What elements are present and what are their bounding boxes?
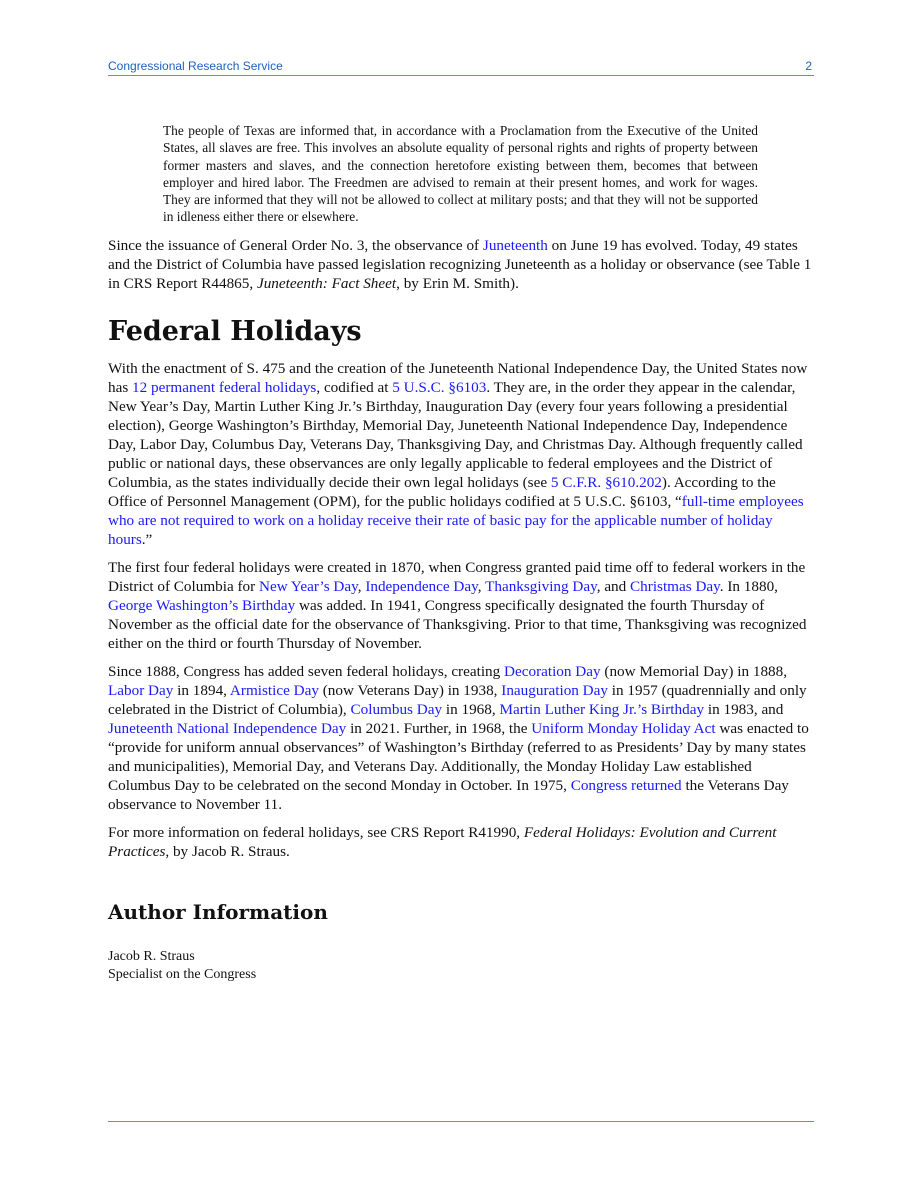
text: was added. In 1941, Congress specifically designated the fourth Thursday of November as the official date for the observance of Thanksgiving. Prior to that time, Thanksgiving was recognized either on the third or fourth Thursday of November. bbox=[108, 596, 807, 652]
author-name: Jacob R. Straus bbox=[108, 948, 195, 964]
footer-rule bbox=[108, 1121, 814, 1122]
link-armistice-day[interactable]: Armistice Day bbox=[229, 681, 319, 699]
text: , codified at bbox=[316, 378, 393, 396]
link-columbus-day[interactable]: Columbus Day bbox=[350, 700, 443, 718]
text: on June 19 has evolved. Today, 49 states and the District of Columbia have passed legislation recognizing Juneteenth as a holiday or observance (see Table 1 in CRS Report R44865, bbox=[108, 236, 812, 292]
author-title: Specialist on the Congress bbox=[108, 966, 257, 982]
text: ). According to the Office of Personnel Management (OPM), for the public holidays codified at 5 U.S.C. §6103, “ bbox=[108, 473, 776, 510]
link-independence-day[interactable]: Independence Day bbox=[365, 577, 478, 595]
text: in 1968, bbox=[442, 700, 500, 718]
text: in 1894, bbox=[173, 681, 230, 699]
text: Since the issuance of General Order No. 3, the observance of bbox=[108, 236, 483, 254]
link-5-cfr-610202[interactable]: 5 C.F.R. §610.202 bbox=[550, 473, 662, 491]
text: With the enactment of S. 475 and the creation of the Juneteenth National Independence Day, the United States now has bbox=[108, 359, 808, 396]
link-uniform-monday-holiday-act[interactable]: Uniform Monday Holiday Act bbox=[531, 719, 716, 737]
link-thanksgiving-day[interactable]: Thanksgiving Day bbox=[485, 577, 597, 595]
text: .” bbox=[141, 530, 153, 548]
text: , bbox=[357, 577, 366, 595]
link-juneteenth[interactable]: Juneteenth bbox=[482, 236, 548, 254]
link-12-permanent-holidays[interactable]: 12 permanent federal holidays bbox=[132, 378, 317, 396]
running-header bbox=[108, 58, 814, 76]
paragraph-juneteenth-observance bbox=[108, 236, 814, 293]
link-congress-returned[interactable]: Congress returned bbox=[570, 776, 682, 794]
document-body bbox=[108, 122, 814, 984]
text: , and bbox=[596, 577, 631, 595]
text: was enacted to “provide for uniform annual observances” of Washington’s Birthday (referred to as Presidents’ Day by many states and municipalities), Memorial Day, and Veterans Day. Additionally, the Monday Holiday Law established Columbus Day to be celebrated on the second Monday in October. In 1975, bbox=[108, 719, 809, 794]
text: , by Jacob R. Straus. bbox=[165, 842, 290, 860]
link-inauguration-day[interactable]: Inauguration Day bbox=[501, 681, 608, 699]
text: , by Erin M. Smith). bbox=[396, 274, 519, 292]
paragraph-more-information bbox=[108, 823, 814, 861]
report-title: Juneteenth: Fact Sheet bbox=[256, 274, 397, 292]
report-title: Federal Holidays: Evolution and Current Practices bbox=[108, 823, 777, 860]
link-washingtons-birthday[interactable]: George Washington’s Birthday bbox=[108, 596, 296, 614]
paragraph-first-four-holidays bbox=[108, 558, 814, 653]
link-labor-day[interactable]: Labor Day bbox=[108, 681, 174, 699]
text: For more information on federal holidays, see CRS Report R41990, bbox=[108, 823, 524, 841]
link-opm-holiday-pay[interactable]: full-time employees who are not required to work on a holiday receive their rate of basic pay for the applicable number of holiday hours bbox=[108, 492, 804, 548]
link-5-usc-6103[interactable]: 5 U.S.C. §6103 bbox=[392, 378, 487, 396]
link-new-years-day[interactable]: New Year’s Day bbox=[259, 577, 358, 595]
text: . They are, in the order they appear in the calendar, New Year’s Day, Martin Luther King Jr.’s Birthday, Inauguration Day (every four years following a presidential election), George Washington’s Birthday, Memorial Day, Juneteenth National Independence Day, Independence Day, Labor Day, Columbus Day, Veterans Day, Thanksgiving Day, and Christmas Day. Although frequently called public or national days, these observances are only legally applicable to federal employees and the District of Columbia, as the states individually decide their own legal holidays (see bbox=[108, 378, 803, 491]
link-mlk-birthday[interactable]: Martin Luther King Jr.’s Birthday bbox=[499, 700, 705, 718]
text: , bbox=[477, 577, 486, 595]
text: in 2021. Further, in 1968, the bbox=[346, 719, 532, 737]
link-juneteenth-national-independence-day[interactable]: Juneteenth National Independence Day bbox=[108, 719, 347, 737]
header-org: Congressional Research Service bbox=[108, 59, 283, 73]
author-information-heading: Author Information bbox=[108, 899, 328, 924]
text: Since 1888, Congress has added seven federal holidays, creating bbox=[108, 662, 505, 680]
link-decoration-day[interactable]: Decoration Day bbox=[504, 662, 601, 680]
paragraph-added-holidays bbox=[108, 662, 814, 814]
section-heading-federal-holidays: Federal Holidays bbox=[108, 315, 362, 347]
text: (now Veterans Day) in 1938, bbox=[318, 681, 502, 699]
text: The first four federal holidays were created in 1870, when Congress granted paid time off to federal workers in the District of Columbia for bbox=[108, 558, 806, 595]
text: (now Memorial Day) in 1888, bbox=[600, 662, 788, 680]
text: . In 1880, bbox=[719, 577, 778, 595]
text: in 1983, and bbox=[704, 700, 784, 718]
text: in 1957 (quadrennially and only celebrated in the District of Columbia), bbox=[108, 681, 807, 718]
text: the Veterans Day observance to November 11. bbox=[108, 776, 789, 813]
page-number: 2 bbox=[805, 59, 812, 73]
block-quote: The people of Texas are informed that, in accordance with a Proclamation from the Executive of the United States, all slaves are free. This involves an absolute equality of personal rights and rights of property between former masters and slaves, and the connection heretofore existing between them, becomes that between employer and hired labor. The Freedmen are advised to remain at their present homes, and work for wages. They are informed that they will not be allowed to collect at military posts; and that they will not be supported in idleness either there or elsewhere. bbox=[163, 123, 758, 225]
paragraph-federal-holidays-list bbox=[108, 359, 814, 549]
link-christmas-day[interactable]: Christmas Day bbox=[630, 577, 720, 595]
